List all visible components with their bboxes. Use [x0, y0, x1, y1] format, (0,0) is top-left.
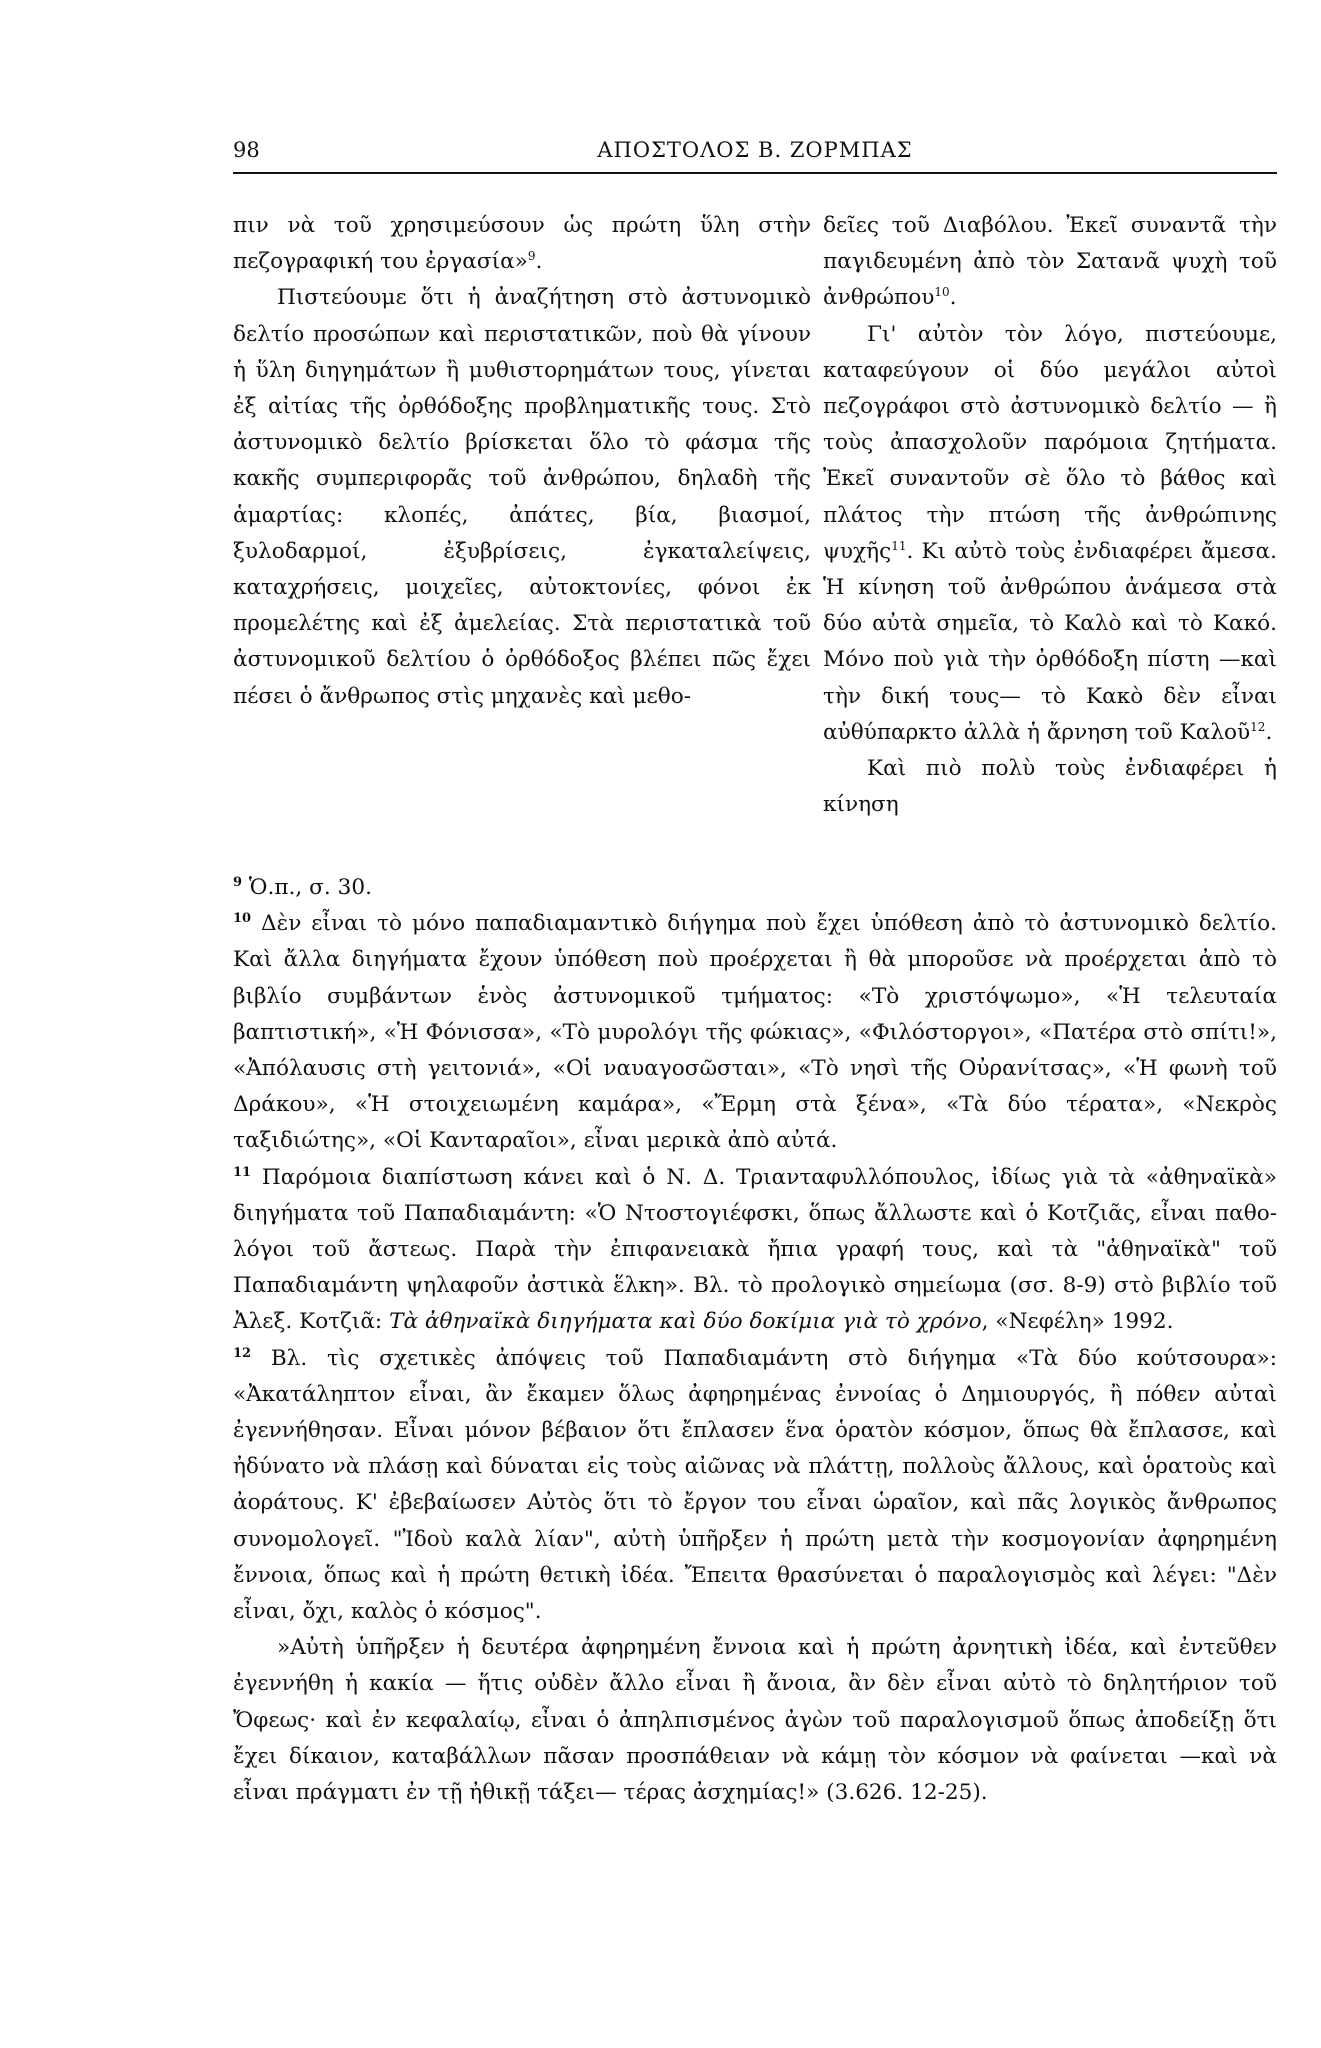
- right-column: [823, 208, 1277, 823]
- left-paragraph-2: Πιστεύουμε ὅτι ἡ ἀναζήτηση στὸ ἀστυνομικὸ δελτίο προσώπων καὶ περιστατικῶν, ποὺ θὰ γίνουν ἡ ὕλη διηγημάτων ἢ μυθιστορημάτων τους, γίνεται ἐξ αἰτίας τῆς ὀρθόδοξης προβληματικῆς τους. Στὸ ἀστυνομικὸ δελτίο βρίσκεται ὅλο τὸ φάσμα τῆς κακῆς συμπεριφορᾶς τοῦ ἀνθρώπου, δηλαδὴ τῆς ἁμαρτίας: κλοπές, ἀπάτες, βία, βιασμοί, ξυλοδαρμοί, ἐξυβρίσεις, ἐγκαταλείψεις, καταχρήσεις, μοιχεῖες, αὐτοκτονίες, φόνοι ἐκ προμελέτης καὶ ἐξ ἀμελείας. Στὰ περιστατικὰ τοῦ ἀστυνομικοῦ δελτίου ὁ ὀρθόδοξος βλέπει πῶς ἔχει πέσει ὁ ἄνθρωπος στὶς μηχανὲς καὶ μεθο-: [233, 285, 811, 709]
- footnote-12-continuation: »Αὐτὴ ὑπῆρξεν ἡ δευτέρα ἀφηρημένη ἔννοια καὶ ἡ πρώτη ἀρνητικὴ ἰδέα, καὶ ἐντεῦθεν ἐγεννήθη ἡ κακία — ἥτις οὐδὲν ἄλλο εἶναι ἢ ἄνοια, ἂν δὲν εἶναι αὐτὸ τὸ δηλητήριον τοῦ Ὄφεως· καὶ ἐν κεφαλαίῳ, εἶναι ὁ ἀπηλπισμένος ἀγὼν τοῦ παραλογισμοῦ ὅπως ἀποδείξῃ ὅτι ἔχει δίκαιον, καταβάλλων πᾶσαν προσπάθειαν νὰ κάμῃ τὸν κόσμον νὰ φαίνεται —καὶ νὰ εἶναι πράγματι ἐν τῇ ἠθικῇ τάξει— τέρας ἀσχημίας!» (3.626. 12-25).: [233, 1635, 1277, 1806]
- footnote-text: Παρόμοια διαπίστωση κάνει καὶ ὁ Ν. Δ. Τριανταφυλλόπουλος, ἰδίως γιὰ τὰ «ἀθηναϊκὰ» διηγήματα τοῦ Παπαδιαμάντη: «Ὁ Ντοστογιέφσκι, ὅπως ἄλλωστε καὶ ὁ Κοτζιᾶς, εἶναι παθο-λόγοι τοῦ ἄστεως. Παρὰ τὴν ἐπιφανειακὰ ἤπια γραφή τους, καὶ τὰ "ἀθηναϊκὰ" τοῦ Παπαδιαμάντη ψηλαφοῦν ἀστικὰ ἕλκη». Βλ. τὸ προλογικὸ σημείωμα (σσ. 8-9) στὸ βιβλίο τοῦ Ἀλεξ. Κοτζιᾶ:: [233, 1164, 1277, 1335]
- right-p1-end: .: [949, 285, 957, 311]
- left-column: [233, 208, 811, 715]
- footnote-mark: 11: [233, 1164, 252, 1180]
- running-title: ΑΠΟΣΤΟΛΟΣ Β. ΖΟΡΜΠΑΣ: [597, 138, 913, 162]
- page-number: 98: [233, 138, 260, 162]
- right-p2-end: .: [1265, 719, 1273, 745]
- footnote-ref-11: 11: [891, 538, 907, 553]
- page-header: [233, 138, 1277, 174]
- footnote-mark: 10: [233, 911, 252, 927]
- right-paragraph-1: [823, 208, 1277, 317]
- footnote-text: Δὲν εἶναι τὸ μόνο παπαδιαμαντικὸ διήγημα ποὺ ἔχει ὑπόθεση ἀπὸ τὸ ἀστυνομικὸ δελτίο. Καὶ ἄλλα διηγήματα ἔχουν ὑπόθεση ποὺ προέρχεται ἢ θὰ μποροῦσε νὰ προέρχεται ἀπὸ τὸ βιβλίο συμβάντων ἑνὸς ἀστυνομικοῦ τμήματος: «Τὸ χριστόψωμο», «Ἡ τελευταία βαπτιστική», «Ἡ Φόνισσα», «Τὸ μυρολόγι τῆς φώκιας», «Φιλόστοργοι», «Πατέρα στὸ σπίτι!», «Ἀπόλαυσις στὴ γειτονιά», «Οἱ ναυαγοσῶσται», «Τὸ νησὶ τῆς Οὐρανίτσας», «Ἡ φωνὴ τοῦ Δράκου», «Ἡ στοιχειωμένη καμάρα», «Ἔρμη στὰ ξένα», «Τὰ δύο τέρατα», «Νεκρὸς ταξιδιώτης», «Οἱ Κανταραῖοι», εἶναι μερικὰ ἀπὸ αὐτά.: [233, 911, 1277, 1154]
- footnote-text-end: , «Νεφέλη» 1992.: [981, 1309, 1174, 1335]
- right-p1-text: δεῖες τοῦ Διαβόλου. Ἐκεῖ συναντᾶ τὴν παγιδευμένη ἀπὸ τὸν Σατανᾶ ψυχὴ τοῦ ἀνθρώπου: [823, 213, 1277, 311]
- right-paragraph-2: [823, 317, 1277, 751]
- footnote-12: [233, 1341, 1277, 1631]
- footnote-mark: 9: [233, 874, 243, 890]
- right-p2-text: Γι' αὐτὸν τὸν λόγο, πιστεύουμε, καταφεύγουν οἱ δύο μεγάλοι αὐτοὶ πεζογράφοι στὸ ἀστυνομικὸ δελτίο — ἢ τοὺς ἀπασχολοῦν παρόμοια ζητήματα. Ἐκεῖ συναντοῦν σὲ ὅλο τὸ βάθος καὶ πλάτος τὴν πτώση τῆς ἀνθρώπινης ψυχῆς: [823, 321, 1277, 564]
- footnote-ref-10: 10: [934, 285, 950, 300]
- footnote-mark: 12: [233, 1345, 252, 1361]
- footnotes: [233, 870, 1277, 1811]
- footnote-ref-9: 9: [527, 249, 536, 264]
- right-p2-rest: . Κι αὐτὸ τοὺς ἐνδιαφέρει ἄμεσα. Ἡ κίνηση τοῦ ἀνθρώπου ἀνάμεσα στὰ δύο αὐτὰ σημεῖα, τὸ Καλὸ καὶ τὸ Κακό. Μόνο ποὺ γιὰ τὴν ὀρθόδοξη πίστη —καὶ τὴν δική τους— τὸ Κακὸ δὲν εἶναι αὐθύπαρκτο ἀλλὰ ἡ ἄρνηση τοῦ Καλοῦ: [823, 538, 1277, 745]
- footnote-text: Βλ. τὶς σχετικὲς ἀπόψεις τοῦ Παπαδιαμάντη στὸ διήγημα «Τὰ δύο κούτσουρα»: «Ἀκατάληπτον εἶναι, ἂν ἔκαμεν ὅλως ἀφηρημένας ἐννοίας ὁ Δημιουργός, ἢ πόθεν αὐταὶ ἐγεννήθησαν. Εἶναι μόνον βέβαιον ὅτι ἔπλασεν ἕνα ὁρατὸν κόσμον, ὅπως θὰ ἔπλασσε, καὶ ἠδύνατο νὰ πλάσῃ καὶ δύναται εἰς τοὺς αἰῶνας νὰ πλάττῃ, πολλοὺς ἄλλους, καὶ ὁρατοὺς καὶ ἀοράτους. Κ' ἐβεβαίωσεν Αὐτὸς ὅτι τὸ ἔργον του εἶναι ὡραῖον, καὶ πᾶς λογικὸς ἄνθρωπος συνομολογεῖ. "Ἰδοὺ καλὰ λίαν", αὐτὴ ὑπῆρξεν ἡ πρώτη μετὰ τὴν κοσμογονίαν ἀφηρημένη ἔννοια, ὅπως καὶ ἡ πρώτη θετικὴ ἰδέα. Ἔπειτα θρασύνεται ὁ παραλογισμὸς καὶ λέγει: "Δὲν εἶναι, ὄχι, καλὸς ὁ κόσμος".: [233, 1345, 1277, 1625]
- footnote-10: [233, 906, 1277, 1159]
- book-title: Τὰ ἀθηναϊκὰ διηγήματα καὶ δύο δοκίμια γιὰ τὸ χρόνο: [389, 1309, 982, 1335]
- footnote-9: [233, 870, 1277, 906]
- left-p1-text: πιν νὰ τοῦ χρησιμεύσουν ὡς πρώτη ὕλη στὴν πεζογραφική του ἐργασία»: [233, 213, 811, 275]
- footnote-text: Ὁ.π., σ. 30.: [248, 875, 372, 900]
- left-paragraph-1: πιν νὰ τοῦ χρησιμεύσουν ὡς πρώτη ὕλη στὴν πεζογραφική του ἐργασία»$^9$.: [233, 213, 811, 275]
- footnote-ref-12: 12: [1250, 719, 1266, 734]
- footnote-11: [233, 1160, 1277, 1341]
- right-paragraph-3: Καὶ πιὸ πολὺ τοὺς ἐνδιαφέρει ἡ κίνηση: [823, 756, 1277, 818]
